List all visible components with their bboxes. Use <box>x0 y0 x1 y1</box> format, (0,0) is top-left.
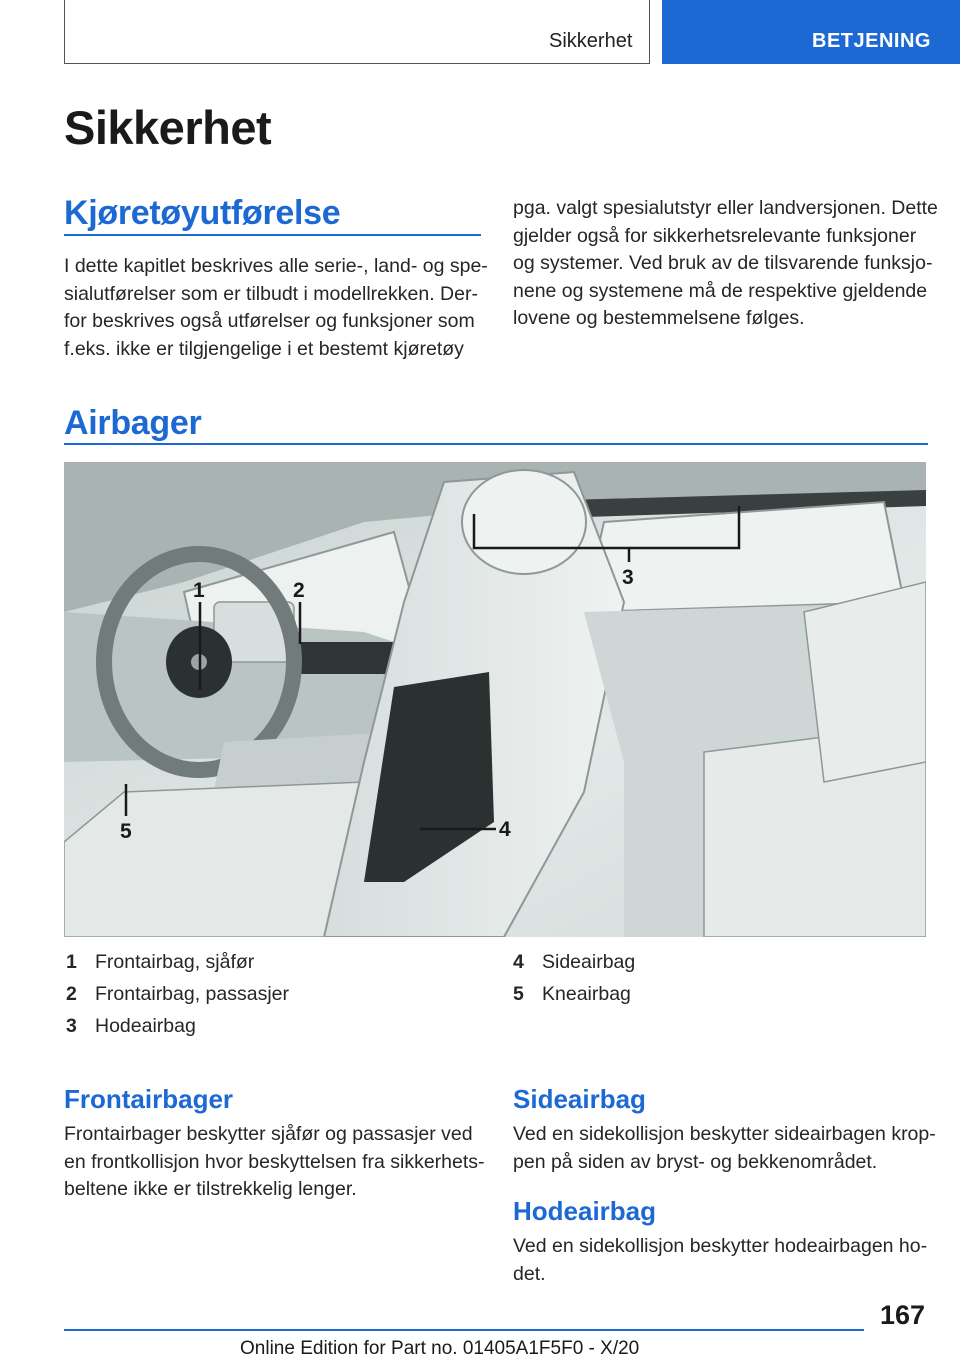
legend-number: 4 <box>513 951 524 973</box>
head-airbag-heading: Hodeairbag <box>513 1196 657 1226</box>
text-line: pen på siden av bryst- og bekkenområdet. <box>513 1150 878 1173</box>
page-number: 167 <box>880 1300 926 1330</box>
text-line: I dette kapitlet beskrives alle serie-, land- og spe- <box>64 255 488 277</box>
text-line: for beskrives også utførelser og funksjoner som <box>64 310 475 332</box>
text-line: Ved en sidekollisjon beskytter sideairbagen krop- <box>513 1123 936 1145</box>
vehicle-design-col2 <box>513 195 938 333</box>
side-airbag-heading: Sideairbag <box>513 1084 646 1114</box>
airbags-rule <box>64 443 928 445</box>
text-line: gjelder også for sikkerhetsrelevante funksjoner <box>513 224 917 247</box>
text-line: f.eks. ikke er tilgjengelige i et bestemt kjøretøy <box>64 337 464 360</box>
legend-number: 5 <box>513 983 524 1005</box>
callout-2: 2 <box>293 579 305 602</box>
vehicle-design-heading: Kjøretøyutførelse <box>64 194 341 232</box>
text-line: en frontkollisjon hvor beskyttelsen fra sikkerhets- <box>64 1150 485 1173</box>
header-section-label: Sikkerhet <box>549 30 633 52</box>
footer-edition: Online Edition for Part no. 01405A1F5F0 - X/20 <box>240 1338 640 1359</box>
legend-number: 3 <box>66 1015 77 1037</box>
text-line: beltene ikke er tilstrekkelig lenger. <box>64 1178 357 1200</box>
callout-4: 4 <box>499 818 511 841</box>
text-line: lovene og bestemmelsene følges. <box>513 307 805 329</box>
airbags-heading: Airbager <box>64 404 202 442</box>
legend-number: 1 <box>66 951 77 973</box>
header-chapter-label: BETJENING <box>812 30 931 52</box>
text-line: nene og systemene må de respektive gjeldende <box>513 279 928 302</box>
side-airbag-text <box>513 1121 936 1176</box>
text-line: pga. valgt spesialutstyr eller landversjonen. Dette <box>513 197 938 219</box>
front-airbags-heading: Frontairbager <box>64 1084 234 1114</box>
callout-1: 1 <box>193 579 205 602</box>
front-airbags-text <box>64 1121 485 1204</box>
head-airbag-text <box>513 1233 927 1288</box>
page-title: Sikkerhet <box>64 101 272 154</box>
text-line: det. <box>513 1262 546 1285</box>
text-line: Frontairbager beskytter sjåfør og passasjer ved <box>64 1123 473 1145</box>
airbag-illustration <box>64 462 926 937</box>
legend-label: Sideairbag <box>542 951 636 973</box>
legend-label: Frontairbag, passasjer <box>95 983 290 1005</box>
footer-rule <box>64 1329 864 1331</box>
legend-number: 2 <box>66 983 77 1005</box>
legend-label: Kneairbag <box>542 983 631 1005</box>
callout-3: 3 <box>622 566 634 589</box>
vehicle-design-col1 <box>64 253 488 363</box>
vehicle-design-rule <box>64 234 481 236</box>
legend-label: Frontairbag, sjåfør <box>95 951 255 973</box>
text-line: sialutførelser som er tilbudt i modellrekken. Der- <box>64 282 478 305</box>
callout-5: 5 <box>120 820 132 843</box>
text-line: og systemer. Ved bruk av de tilsvarende funksjo- <box>513 252 933 274</box>
legend-label: Hodeairbag <box>95 1015 196 1037</box>
text-line: Ved en sidekollisjon beskytter hodeairbagen ho- <box>513 1235 928 1257</box>
